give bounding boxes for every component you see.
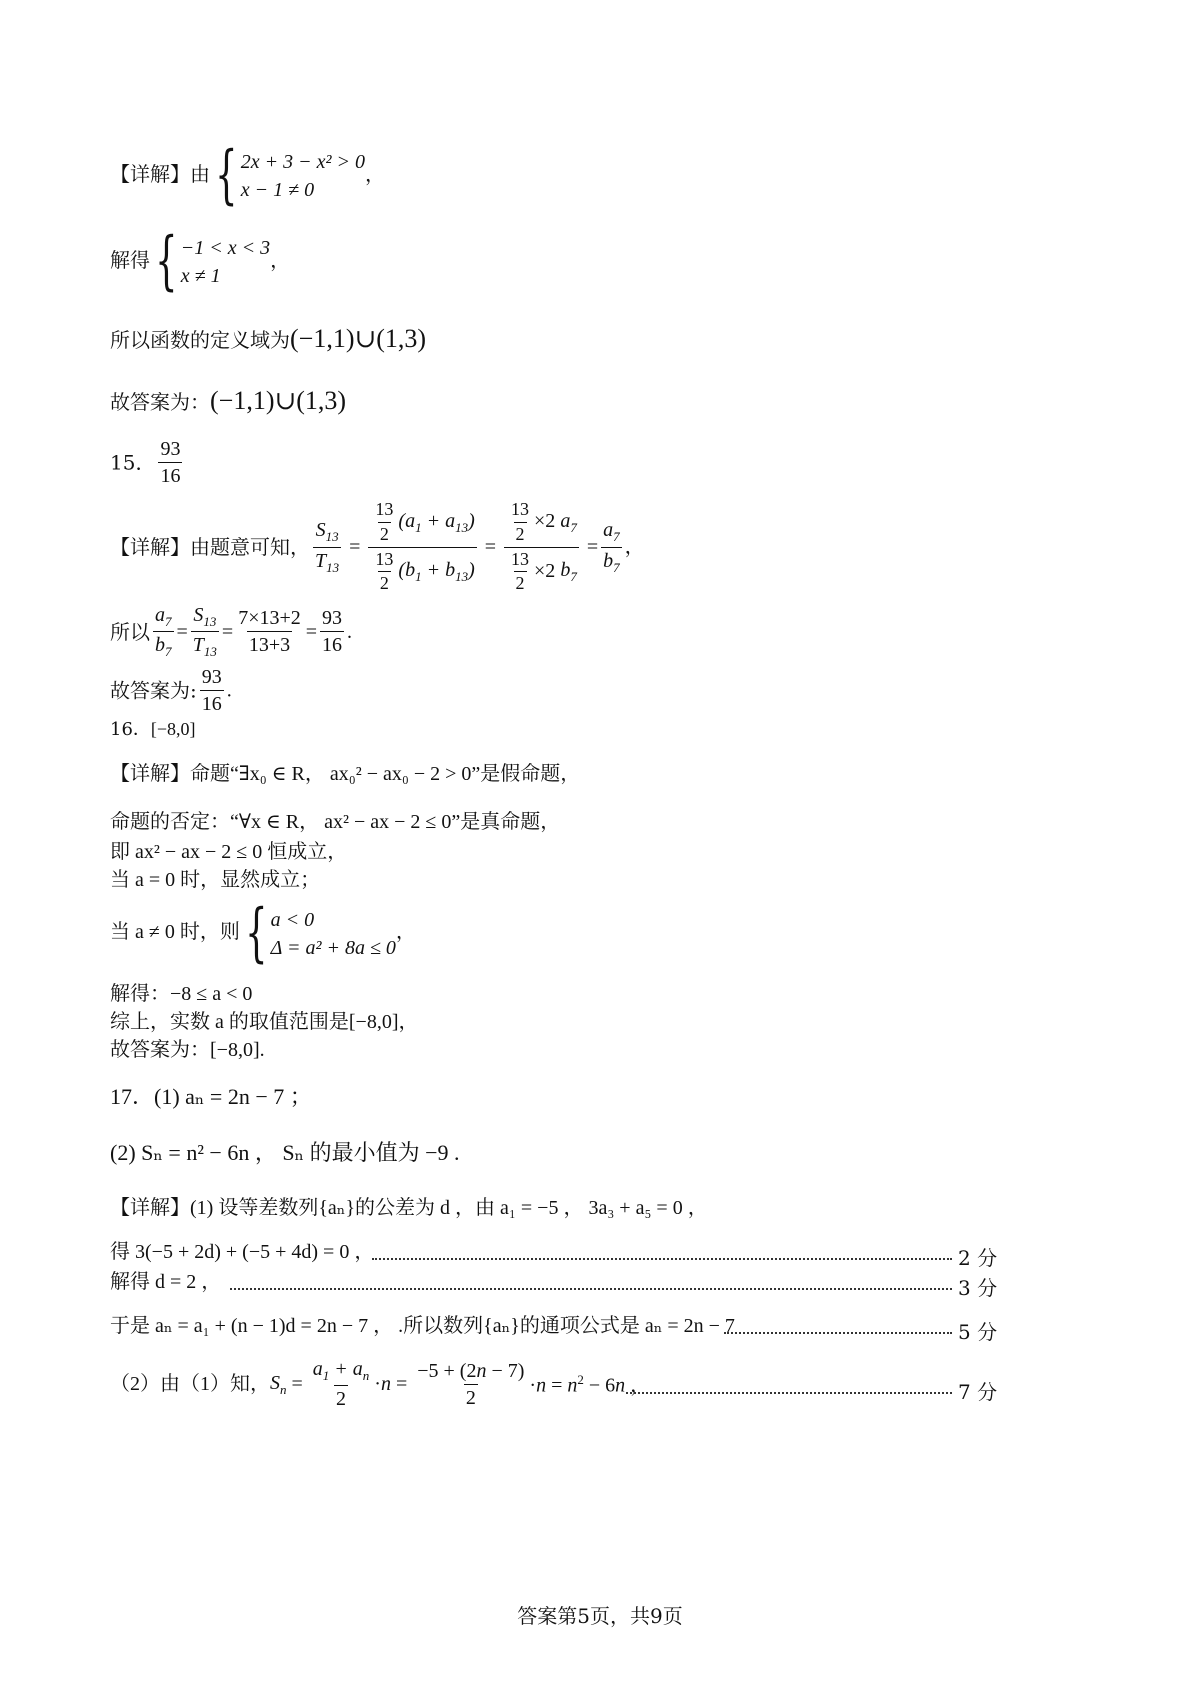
q16-number-line [110,720,196,739]
q14-detail-prefix: 【详解】由 [110,162,210,187]
q16-line-2: 命题的否定：“∀x ∈ R， ax² − ax − 2 ≤ 0”是真命题， [110,811,561,833]
q16-case-line [110,896,416,970]
q15-derivation: $\frac{S_{13}}{T_{13}}$ = $\frac{13}{2}$ $(a_1 + a_{13})$ $\frac{13}{2}$ $(b_1 + b_{13})$ = $\frac{13}{2}$ ×2 $a_7$ $\frac{13}{2}$ ×2 $b_7$ = $\frac{a_7}{b_7}$ ， [315,499,645,594]
q16-answer: [−8,0] [150,719,196,739]
q15-so-prefix: 所以 [110,619,150,644]
q17-step-3: 于是 aₙ = a₁ + (n − 1)d = 2n − 7 ， .所以数列{aₙ}的通项公式是 aₙ = 2n − 7 [110,1315,735,1337]
q14-system-2-row-2: x ≠ 1 [180,264,221,287]
q15-number: 15． [110,450,156,475]
q16-system-row-1: a < 0 [270,908,315,931]
q17-step-2: 解得 d = 2 ， [110,1271,222,1293]
q16-line-3: 即 ax² − ax − 2 ≤ 0 恒成立， [110,841,348,863]
q14-comma-1: ， [364,162,385,187]
q14-answer-line [110,388,346,414]
q15-so-derivation: $\frac{a_7}{b_7}$ = $\frac{S_{13}}{T_{13}}$ = $\frac{7\times 13+2}{13+3}$ = $\frac{93}{16}$ . [155,604,353,660]
q16-system-row-2: Δ = a² + 8a ≤ 0 [270,936,396,959]
q15-answer-fraction [158,438,182,487]
q15-detail-prefix: 【详解】由题意可知， [110,535,310,560]
q15-detail-line [110,500,645,594]
q15-answer-line: 故答案为: $\frac{93}{16}$ . [110,666,232,715]
q16-case-prefix: 当 a ≠ 0 时，则 [110,921,240,944]
q14-domain-value: (−1,1)∪(1,3) [290,324,427,353]
q16-line-4: 当 a = 0 时，显然成立； [110,869,321,891]
q17-part-2: (2) Sₙ = n² − 6n ， Sₙ 的最小值为 −9 . [110,1140,460,1165]
q14-answer-value: (−1,1)∪(1,3) [210,386,347,415]
q17-step-4-score: 7 分 [958,1380,998,1404]
q17-detail: 【详解】(1) 设等差数列{aₙ}的公差为 d ，由 a₁ = −5 ， 3a₃ + a₅ = 0 ， [110,1197,708,1219]
q14-detail-line [110,138,385,212]
q15-result-num: 93 [322,607,343,630]
q16-case-suffix: ， [395,921,416,944]
q15-calc-den: 13+3 [247,631,292,656]
q16-line-1: 【详解】命题“∃x₀ ∈ R， ax₀² − ax₀ − 2 > 0”是假命题， [110,763,581,785]
q14-domain-line [110,326,426,352]
q14-system-1-row-1: 2x + 3 − x² > 0 [240,150,365,173]
q14-answer-text: 故答案为： [110,390,210,414]
q15-final-fraction [200,666,224,715]
q16-system: { a < 0 Δ = a² + 8a ≤ 0 [245,896,396,970]
q14-solve-line [110,224,291,298]
q17-step-2-score: 3 分 [958,1276,998,1300]
q17-step-1-leader [372,1258,952,1260]
q17-step-3-leader [724,1332,952,1334]
q17-step-4 [110,1358,650,1410]
q16-line-8: 故答案为：[−8,0]. [110,1039,265,1061]
q14-solve-prefix: 解得 [110,248,150,273]
q17-step-4-leader [626,1392,952,1394]
q17-step-3-score: 5 分 [958,1320,998,1344]
q14-system-1-row-2: x − 1 ≠ 0 [240,178,315,201]
q15-answer-text: 故答案为: [110,678,197,703]
page-footer: 答案第5页，共9页 [517,1604,683,1628]
q15-answer-den: 16 [158,462,182,487]
q14-domain-text: 所以函数的定义域为 [110,328,290,352]
q15-final-den: 16 [200,690,224,715]
q17-part-1: 17．(1) aₙ = 2n − 7 ； [110,1084,312,1109]
q17-step-2-leader [230,1288,952,1290]
q15-answer-num: 93 [160,438,181,460]
q16-line-7: 综上，实数 a 的取值范围是[−8,0]， [110,1011,419,1033]
q14-system-2-row-1: −1 < x < 3 [180,236,271,259]
q15-number-line [110,438,185,487]
q14-system-1: { 2x + 3 − x² > 0 x − 1 ≠ 0 [215,138,365,212]
q15-result-den: 16 [320,631,344,656]
q17-step-1-score: 2 分 [958,1246,998,1270]
q14-comma-2: ， [270,248,291,273]
q15-calc-num: 7×13+2 [238,607,301,630]
q16-number: 16． [110,719,151,740]
q15-so-line [110,604,352,660]
q17-step-4-prefix: （2）由（1）知， [110,1373,270,1396]
q16-line-6: 解得：−8 ≤ a < 0 [110,983,253,1005]
q17-step-4-formula: $S_n$ = $\frac{a_1 + a_n}{2}$ ·n = $\frac{-5 + (2n - 7)}{2}$ $\cdot n = n^2 - 6n$ ， [270,1358,651,1411]
q15-final-num: 93 [201,666,222,688]
q14-system-2: { −1 < x < 3 x ≠ 1 [155,224,271,298]
q17-step-1: 得 3(−5 + 2d) + (−5 + 4d) = 0 ， [110,1241,375,1263]
